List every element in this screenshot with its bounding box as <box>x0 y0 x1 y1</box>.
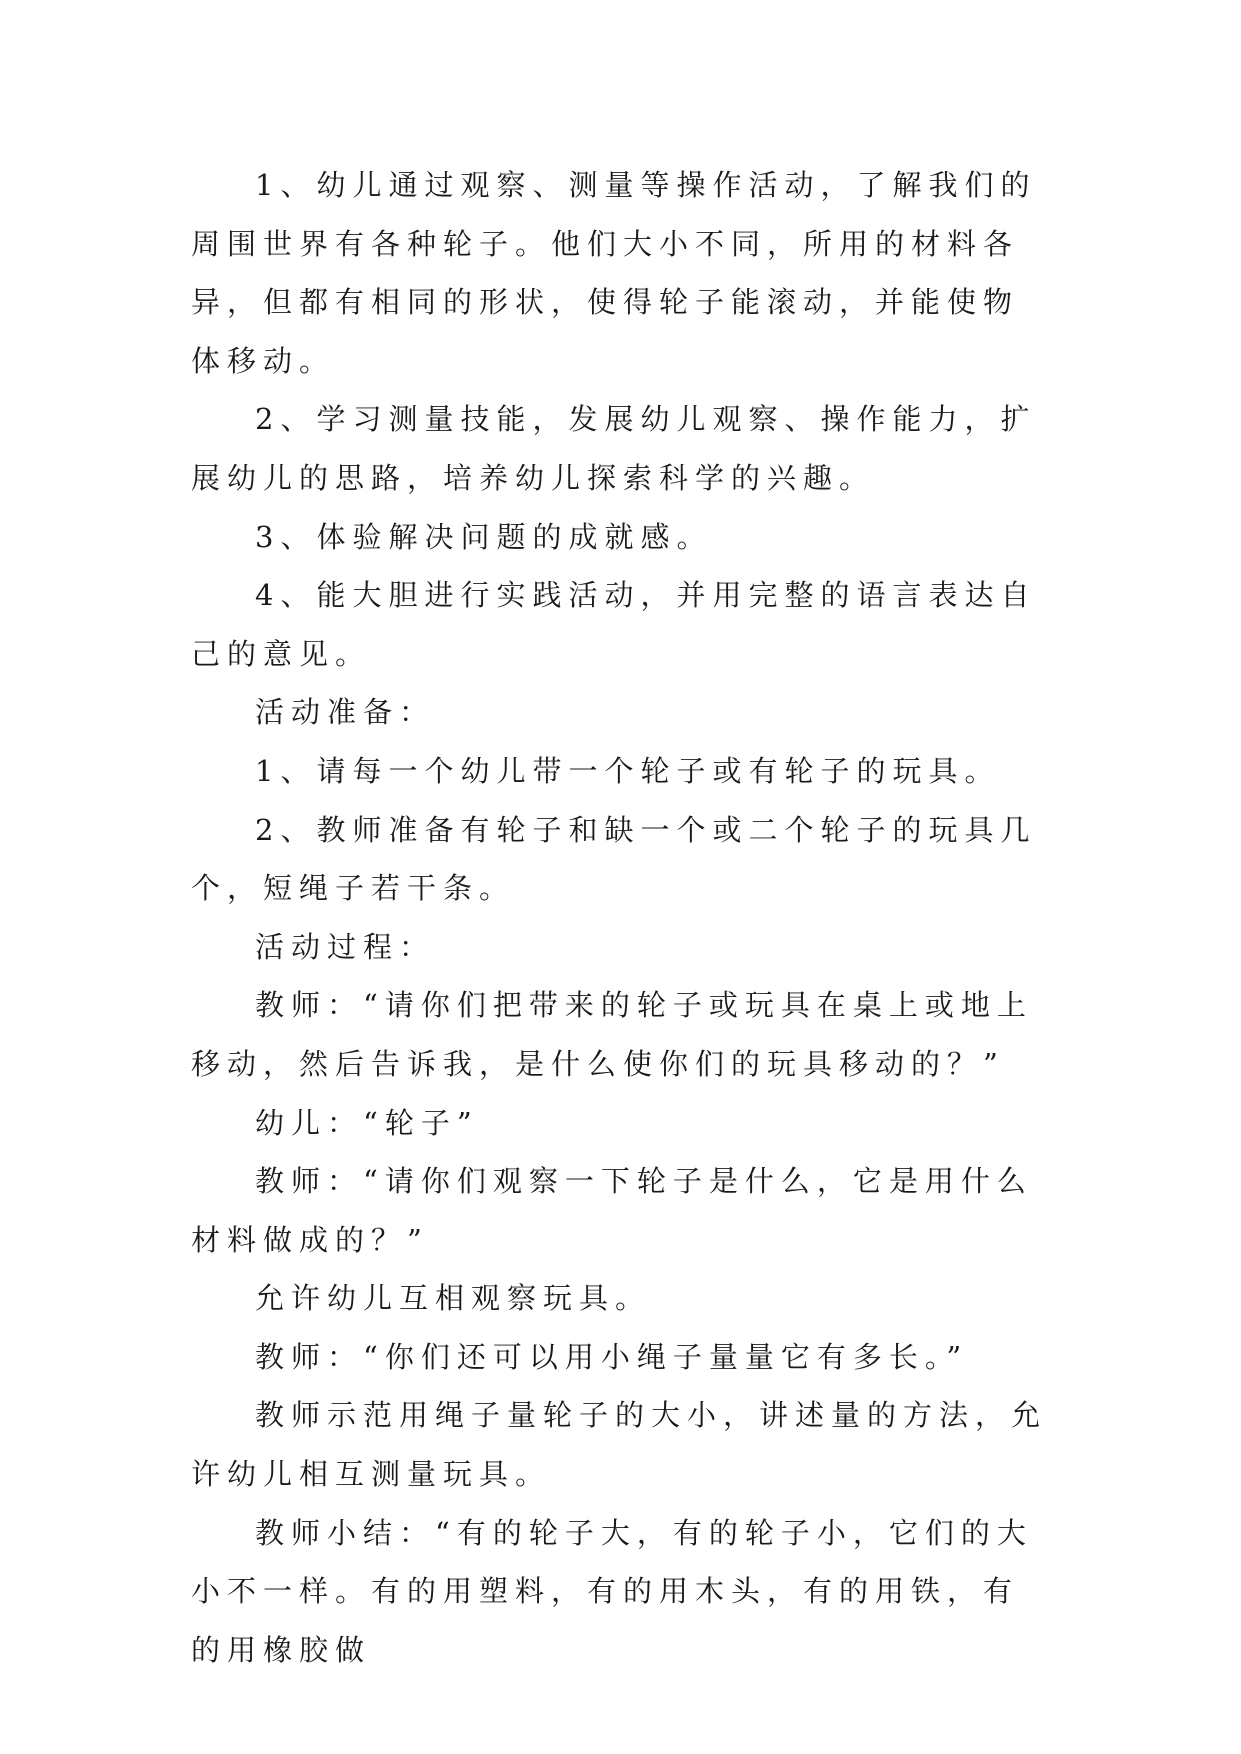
paragraph-child-1: 幼儿：“轮子” <box>255 1105 479 1140</box>
document-body <box>191 156 1051 1679</box>
paragraph-teacher-1: 教师：“请你们把带来的轮子或玩具在桌上或地上移动，然后告诉我，是什么使你们的玩具移动的？” <box>191 988 1033 1081</box>
paragraph-goal-1: 1、幼儿通过观察、测量等操作活动，了解我们的周围世界有各种轮子。他们大小不同，所用的材料各异，但都有相同的形状，使得轮子能滚动，并能使物体移动。 <box>191 168 1037 378</box>
paragraph-demo: 教师示范用绳子量轮子的大小，讲述量的方法，允许幼儿相互测量玩具。 <box>191 1398 1048 1492</box>
paragraph-teacher-2: 教师：“请你们观察一下轮子是什么，它是用什么材料做成的？” <box>191 1164 1033 1257</box>
paragraph-observe: 允许幼儿互相观察玩具。 <box>255 1281 652 1316</box>
paragraph-teacher-3: 教师：“你们还可以用小绳子量量它有多长。” <box>255 1339 969 1374</box>
paragraph-preparation-2: 2、教师准备有轮子和缺一个或二个轮子的玩具几个，短绳子若干条。 <box>191 812 1037 906</box>
section-heading-preparation: 活动准备： <box>255 695 436 730</box>
paragraph-goal-2: 2、学习测量技能，发展幼儿观察、操作能力，扩展幼儿的思路，培养幼儿探索科学的兴趣。 <box>191 402 1037 495</box>
paragraph-goal-3: 3、体验解决问题的成就感。 <box>255 519 713 554</box>
paragraph-goal-4: 4、能大胆进行实践活动，并用完整的语言表达自己的意见。 <box>191 578 1037 671</box>
paragraph-summary: 教师小结：“有的轮子大，有的轮子小，它们的大小不一样。有的用塑料，有的用木头，有的用铁，有的用橡胶做 <box>191 1515 1033 1667</box>
paragraph-preparation-1: 1、请每一个幼儿带一个轮子或有轮子的玩具。 <box>255 753 1001 788</box>
section-heading-process: 活动过程： <box>255 929 436 964</box>
